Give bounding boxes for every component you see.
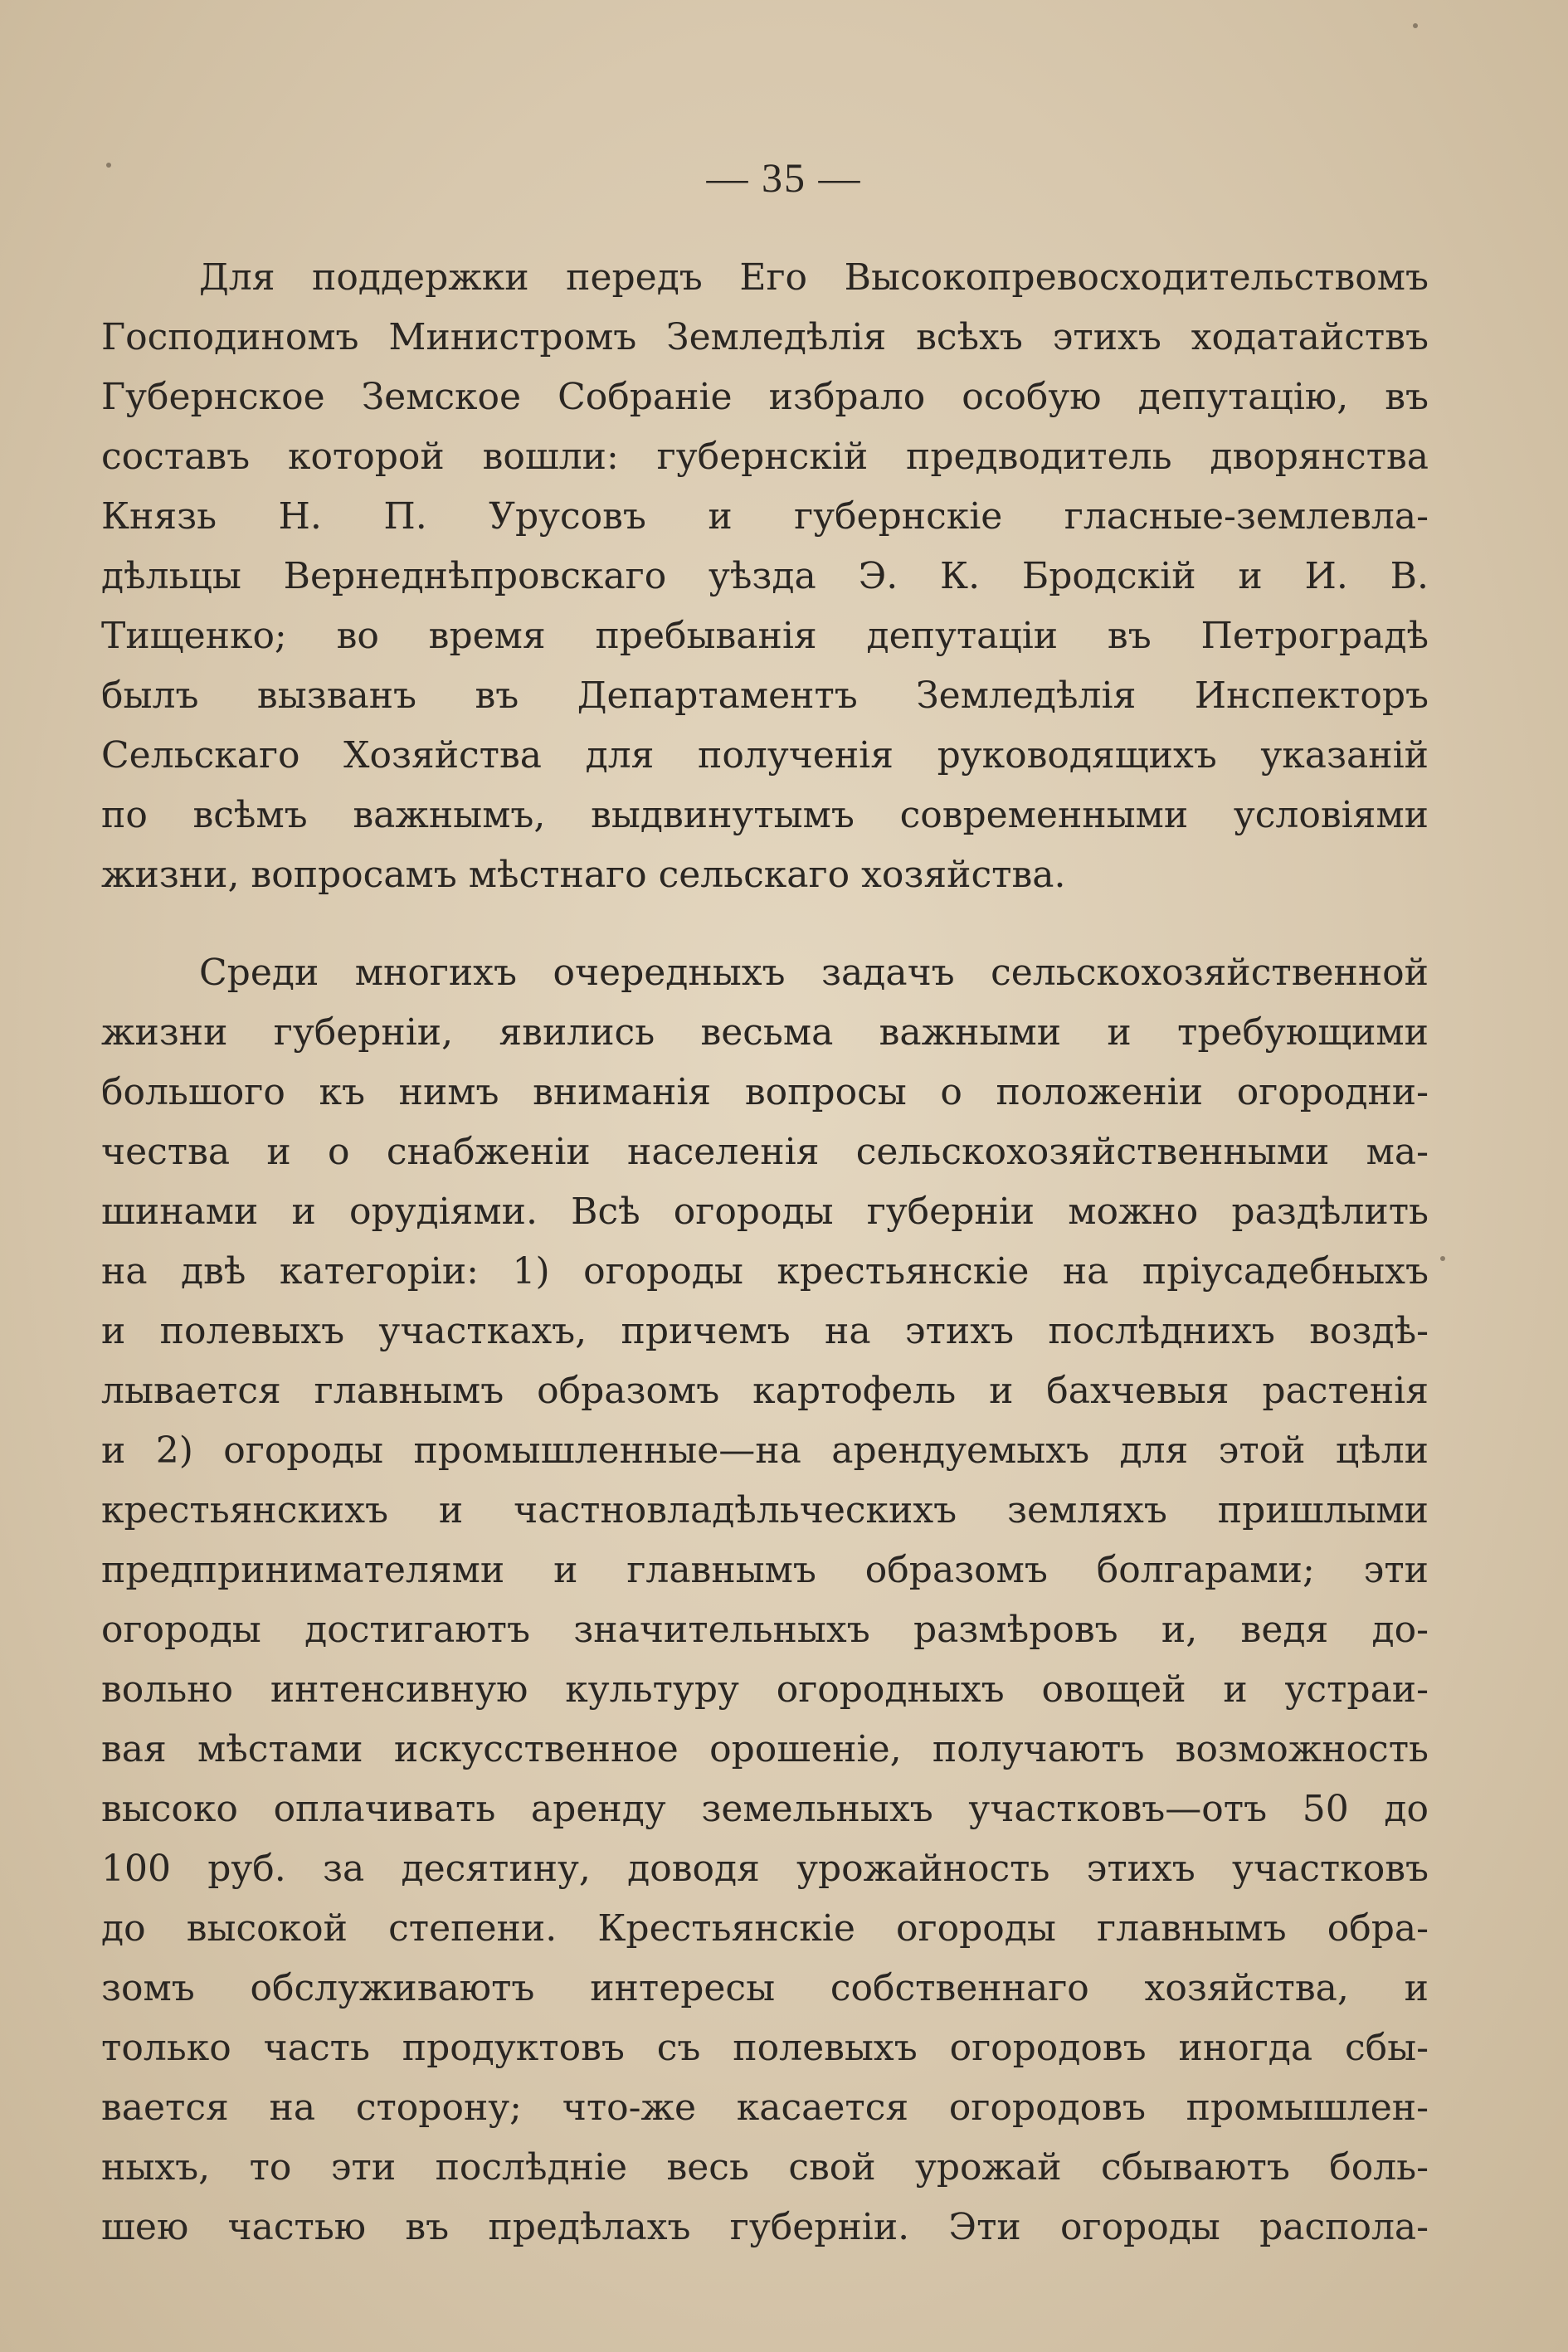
page-number: — 35 — [706, 154, 862, 201]
text-line: 100 руб. за десятину, доводя урожайность этихъ участковъ [101, 1848, 1429, 1890]
text-line: вольно интенсивную культуру огородныхъ овощей и устраи- [101, 1668, 1429, 1711]
text-line: Для поддержки передъ Его Высокопревосходительствомъ [199, 256, 1429, 299]
text-line: и 2) огороды промышленные—на арендуемыхъ для этой цѣли [101, 1429, 1429, 1472]
text-line: и полевыхъ участкахъ, причемъ на этихъ послѣднихъ воздѣ- [101, 1310, 1429, 1352]
text-line: вая мѣстами искусственное орошеніе, получаютъ возможность [101, 1728, 1429, 1770]
paper-speck [1440, 1256, 1445, 1261]
paragraph-deputation [101, 248, 1429, 905]
text-line: чества и о снабженіи населенія сельскохозяйственными ма- [101, 1131, 1429, 1173]
text-line: по всѣмъ важнымъ, выдвинутымъ современными условіями [101, 794, 1429, 836]
text-line: зомъ обслуживаютъ интересы собственнаго хозяйства, и [101, 1967, 1429, 2009]
text-line: ныхъ, то эти послѣдніе весь свой урожай сбываютъ боль- [101, 2146, 1429, 2189]
paper-speck [1413, 23, 1418, 28]
text-line: огороды достигаютъ значительныхъ размѣровъ и, ведя до- [101, 1609, 1429, 1651]
text-line: Тищенко; во время пребыванія депутаціи въ Петроградѣ [101, 615, 1429, 657]
text-line: жизни, вопросамъ мѣстнаго сельскаго хозяйства. [101, 854, 1066, 896]
text-line: вается на сторону; что-же касается огородовъ промышлен- [101, 2087, 1429, 2129]
text-line: жизни губерніи, явились весьма важными и требующими [101, 1011, 1429, 1054]
text-line: до высокой степени. Крестьянскіе огороды главнымъ обра- [101, 1907, 1429, 1950]
text-line: только часть продуктовъ съ полевыхъ огородовъ иногда сбы- [101, 2027, 1429, 2069]
paragraph-gardening [101, 943, 1429, 2257]
text-line: большого къ нимъ вниманія вопросы о положеніи огородни- [101, 1071, 1429, 1113]
text-line: высоко оплачивать аренду земельныхъ участковъ—отъ 50 до [101, 1788, 1429, 1830]
text-line: Губернское Земское Собраніе избрало особую депутацію, въ [101, 376, 1429, 418]
text-line: шинами и орудіями. Всѣ огороды губерніи можно раздѣлить [101, 1191, 1429, 1233]
text-line: предпринимателями и главнымъ образомъ болгарами; эти [101, 1549, 1429, 1591]
text-line: шею частью въ предѣлахъ губерніи. Эти огороды распола- [101, 2206, 1429, 2248]
text-line: былъ вызванъ въ Департаментъ Земледѣлія Инспекторъ [101, 674, 1429, 717]
text-line: лывается главнымъ образомъ картофель и бахчевыя растенія [101, 1370, 1429, 1412]
text-line: на двѣ категоріи: 1) огороды крестьянскіе на пріусадебныхъ [101, 1250, 1429, 1293]
text-line: Господиномъ Министромъ Земледѣлія всѣхъ этихъ ходатайствъ [101, 316, 1429, 358]
text-line: составъ которой вошли: губернскій предводитель дворянства [101, 436, 1429, 478]
paper-speck [106, 163, 111, 168]
text-line: Князь Н. П. Урусовъ и губернскіе гласные-землевла- [101, 495, 1429, 538]
text-line: крестьянскихъ и частновладѣльческихъ земляхъ пришлыми [101, 1489, 1429, 1531]
text-line: Сельскаго Хозяйства для полученія руководящихъ указаній [101, 734, 1429, 777]
text-line: дѣльцы Вернеднѣпровскаго уѣзда Э. К. Бродскій и И. В. [101, 555, 1429, 597]
text-line: Среди многихъ очередныхъ задачъ сельскохозяйственной [199, 952, 1429, 994]
